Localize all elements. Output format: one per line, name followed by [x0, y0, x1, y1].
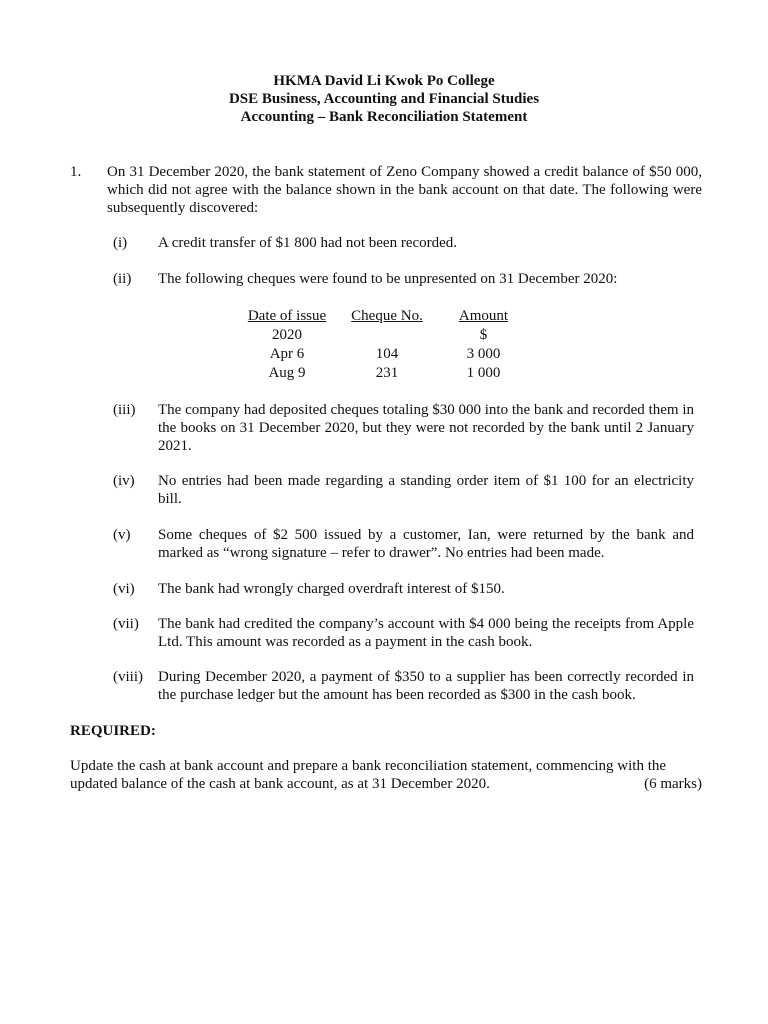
table-header-row	[235, 307, 532, 326]
item-text: During December 2020, a payment of $350 to a supplier has been correctly recorded in the purchase ledger but the amount has been recorded as $300 in the cash book.	[158, 669, 694, 703]
column-header-cheque-no: Cheque No.	[351, 308, 423, 324]
item-text: The company had deposited cheques totaling $30 000 into the bank and recorded them in the books on 31 December 2020, but they were not recorded by the bank until 2 January 2021.	[158, 402, 694, 454]
item-numeral: (i)	[113, 235, 128, 251]
required-instruction-line-2: updated balance of the cash at bank account, as at 31 December 2020.	[70, 776, 490, 792]
item-text: Some cheques of $2 500 issued by a customer, Ian, were returned by the bank and marked as “wrong signature – refer to drawer”. No entries had been made.	[158, 527, 694, 561]
table-row	[235, 364, 532, 383]
item-text: A credit transfer of $1 800 had not been recorded.	[158, 235, 458, 251]
item-numeral: (ii)	[113, 271, 132, 287]
unpresented-cheques-table	[235, 307, 532, 383]
item-numeral: (v)	[113, 527, 131, 543]
question-intro: On 31 December 2020, the bank statement of Zeno Company showed a credit balance of $50 000, which did not agree with the balance shown in the bank account on that date. The following were subsequently discovered:	[107, 164, 702, 216]
table-cell: 231	[375, 365, 399, 381]
item-text: No entries had been made regarding a standing order item of $1 100 for an electricity bill.	[158, 473, 694, 507]
item-numeral: (iii)	[113, 402, 136, 418]
table-cell: $	[479, 327, 488, 343]
column-header-amount: Amount	[458, 308, 509, 324]
required-heading: REQUIRED:	[70, 723, 156, 739]
required-instruction-line-1: Update the cash at bank account and prepare a bank reconciliation statement, commencing with the	[70, 758, 667, 774]
table-cell: 1 000	[466, 365, 501, 381]
item-numeral: (vi)	[113, 581, 135, 597]
course-name: DSE Business, Accounting and Financial Studies	[228, 91, 540, 107]
table-cell: Apr 6	[269, 346, 305, 362]
table-cell: 104	[375, 346, 399, 362]
table-cell: Aug 9	[268, 365, 306, 381]
item-text: The bank had wrongly charged overdraft interest of $150.	[158, 581, 505, 597]
required-instruction-line-2-row	[70, 775, 702, 793]
document-header	[0, 72, 768, 126]
item-numeral: (vii)	[113, 616, 139, 632]
table-row	[235, 345, 532, 364]
table-cell	[339, 326, 435, 345]
table-subheader-row	[235, 326, 532, 345]
college-name: HKMA David Li Kwok Po College	[273, 73, 495, 89]
table-cell: 3 000	[466, 346, 501, 362]
question-number: 1.	[70, 164, 82, 180]
item-text: The bank had credited the company’s account with $4 000 being the receipts from Apple Ltd. This amount was recorded as a payment in the cash book.	[158, 616, 694, 650]
topic-title: Accounting – Bank Reconciliation Statement	[240, 109, 528, 125]
item-numeral: (viii)	[113, 669, 143, 685]
table-cell: 2020	[272, 327, 302, 343]
item-numeral: (iv)	[113, 473, 135, 489]
item-text: The following cheques were found to be unpresented on 31 December 2020:	[158, 271, 618, 287]
marks-allocation: (6 marks)	[644, 776, 702, 792]
column-header-date: Date of issue	[247, 308, 327, 324]
